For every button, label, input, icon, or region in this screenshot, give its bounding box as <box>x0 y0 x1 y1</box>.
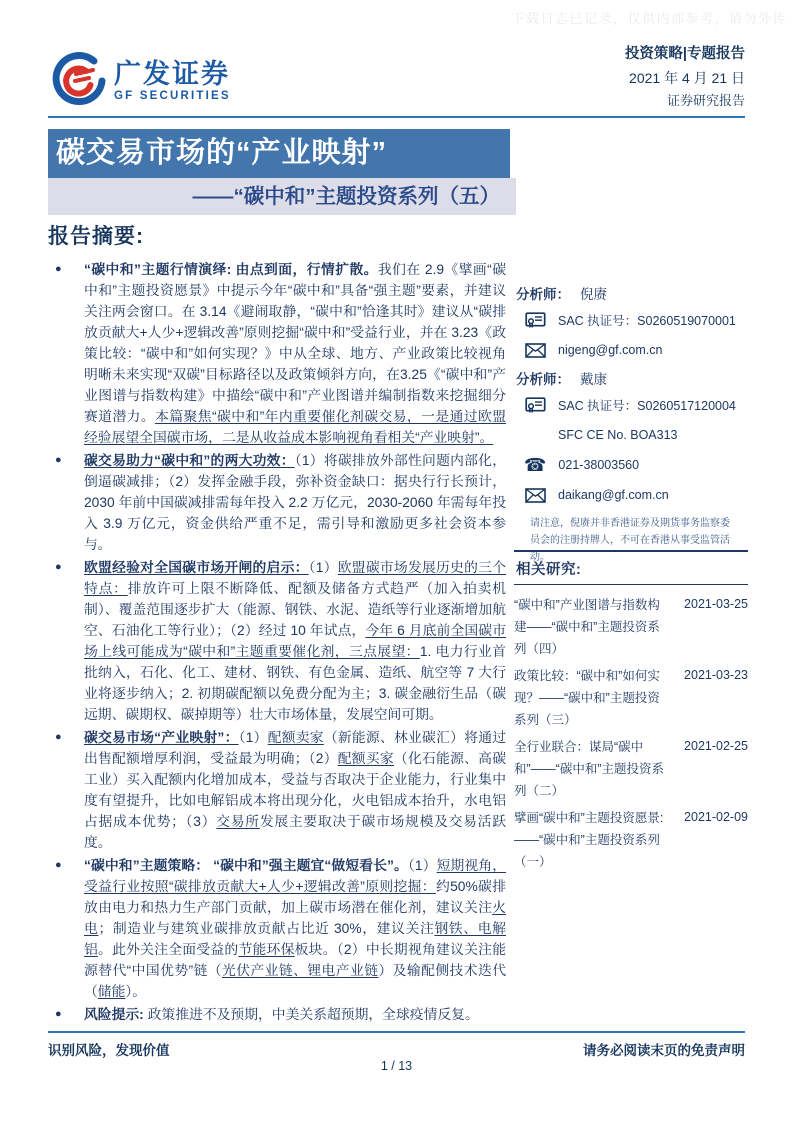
related-research-title: 擘画“碳中和”主题投资愿景:——“碳中和”主题投资系列（一） <box>514 811 664 869</box>
bullet-marker-icon: ● <box>55 454 62 466</box>
summary-bullet <box>48 855 506 1002</box>
related-research-item <box>514 594 748 660</box>
analyst-label: 分析师： <box>516 372 570 387</box>
report-date: 2021 年 4 月 21 日 <box>629 70 745 86</box>
bullet-segment: 今年 6 月底前全国碳市场上线可能成为“碳中和”主题重要催化剂，三点展望： <box>84 623 506 659</box>
analyst-contact-value: daikang@gf.com.cn <box>558 488 669 502</box>
related-research-list <box>514 594 748 873</box>
page-number: 1 / 13 <box>380 1059 413 1073</box>
bullet-marker-icon: ● <box>55 263 62 275</box>
related-research-title: 政策比较：“碳中和”如何实现？——“碳中和”主题投资系列（三） <box>514 669 660 727</box>
gf-securities-logo <box>48 50 231 113</box>
analyst-contact-value: SFC CE No. BOA313 <box>558 428 678 442</box>
bullet-text <box>84 1004 506 1025</box>
summary-bullet-list <box>48 259 506 1025</box>
bullet-segment: 欧盟碳市场发展历史的三个特点： <box>84 560 507 596</box>
analyst-contact-line <box>516 338 748 362</box>
bullet-segment: 火电 <box>84 900 506 936</box>
summary-bullet <box>48 450 506 555</box>
related-research-date: 2021-02-25 <box>684 739 748 753</box>
related-research-date: 2021-02-09 <box>684 810 748 824</box>
brand-name-cn: 广发证券 <box>114 59 230 89</box>
related-research-item <box>514 736 748 802</box>
bullet-segment: 1. 电力行业首批纳入，石化、化工、建材、钢铁、有色金属、造纸、航空等 7 大行业将逐步纳入；2. 初期碳配额以免费分配为主；3. 碳金融衍生品（碳远期、碳期权、碳掉期等）壮大市场体量，发展空间可期。 <box>84 644 506 722</box>
analyst-header <box>516 283 748 303</box>
header-meta <box>625 42 745 112</box>
bullet-text <box>84 450 506 555</box>
bullet-segment: 光伏产业链、锂电产业链 <box>222 963 379 978</box>
analyst-contact-line <box>516 393 748 417</box>
bullet-marker-icon: ● <box>55 561 62 573</box>
bullet-text <box>84 855 506 1002</box>
report-doc-type: 证券研究报告 <box>666 93 745 108</box>
analyst-label: 分析师： <box>516 287 570 302</box>
analyst-name: 戴康 <box>580 372 607 387</box>
confidential-watermark: 下载日志已记录，仅供内部参考，请勿外传 <box>511 11 787 26</box>
related-research-item <box>514 665 748 731</box>
related-research-title: “碳中和”产业图谱与指数构建——“碳中和”主题投资系列（四） <box>514 598 660 656</box>
bullet-segment: 我们在 2.9《擘画“碳中和”主题投资愿景》中提示今年“碳中和”具备“强主题”要素，并建议关注两会窗口。在 3.14《避闹取静，“碳中和”恰逢其时》建议从“碳排放贡献大+人少+逻辑改善”原则挖掘“碳中和”受益行业，并在 3.23《政策比较：“碳中和”如何实现？》中从全球、地方、产业政策比较视角明晰未来实现“双碳”目标路径以及政策倾斜方向，在3.25《“碳中和”产业图谱与指数构建》中描绘“碳中和”产业图谱并编制指数来挖掘细分赛道潜力。 <box>84 262 506 424</box>
bullet-segment: 钢铁、电解铝 <box>84 921 507 957</box>
summary-column <box>48 220 506 1027</box>
bullet-segment: 政策推进不及预期，中美关系超预期，全球疫情反复。 <box>143 1007 479 1022</box>
related-research-heading: 相关研究: <box>514 550 748 585</box>
related-research-panel <box>514 550 748 878</box>
bullet-segment: （1）将碳排放外部性问题内部化，倒逼碳减排；（2）发挥金融手段，弥补资金缺口：据央行行长预计，2030 年前中国碳减排需每年投入 2.2 万亿元，2030-2060 年需每年投入 3.9 万亿元，资金供给严重不足，需引导和激励更多社会资本参与。 <box>84 453 506 552</box>
bullet-segment: 板块。（2）中长期视角建议关注能源替代“中国优势”链（ <box>84 942 507 978</box>
header-divider <box>48 116 745 118</box>
report-title: 碳交易市场的“产业映射” <box>48 129 510 178</box>
footer-slogan: 识别风险，发现价值 <box>48 1043 170 1058</box>
bullet-marker-icon: ● <box>55 859 62 871</box>
analyst-name: 倪赓 <box>580 287 607 302</box>
summary-heading: 报告摘要: <box>48 225 144 248</box>
phone-icon: ☎ <box>524 455 547 475</box>
bullet-segment: （新能源、林业碳汇）将通过出售配额增厚利润，受益最为明确；（2） <box>84 730 507 766</box>
bullet-segment: （1） <box>407 858 437 873</box>
bullet-segment: ）及输配侧技术迭代（ <box>84 963 506 999</box>
bullet-segment: “碳中和”主题行情演绎: 由点到面，行情扩散。 <box>84 262 378 277</box>
bullet-segment: 交易所 <box>216 814 260 829</box>
brand-text <box>114 59 231 104</box>
bullet-segment: 配额卖家 <box>267 730 324 745</box>
bullet-segment: 储能 <box>97 984 126 999</box>
gf-logo-mark-icon <box>48 50 106 113</box>
bullet-segment: 发展主要取决于碳市场规模及交易活跃度。 <box>84 814 507 850</box>
bullet-segment: 风险提示: <box>84 1007 144 1022</box>
bullet-segment: 碳交易助力“碳中和”的两大功效： <box>84 453 295 468</box>
bullet-marker-icon: ● <box>55 1008 62 1020</box>
bullet-segment: ）。 <box>125 984 147 999</box>
bullet-segment: “碳中和”主题策略： “碳中和”强主题宜“做短看长”。 <box>84 858 408 873</box>
bullet-segment: 。此外关注全面受益的 <box>98 942 239 957</box>
mail-icon <box>516 343 546 358</box>
report-subtitle: ——“碳中和”主题投资系列（五） <box>48 178 516 215</box>
analyst-contact-line <box>516 423 748 447</box>
certificate-icon <box>516 312 546 329</box>
mail-icon <box>516 488 546 503</box>
related-research-item <box>514 807 748 873</box>
footer-disclaimer-note: 请务必阅读末页的免责声明 <box>583 1043 745 1058</box>
footer-divider <box>48 1031 745 1033</box>
related-research-title: 全行业联合：谋局“碳中和”——“碳中和”主题投资系列（二） <box>514 740 664 798</box>
summary-bullet <box>48 259 506 448</box>
analyst-contact-line <box>516 453 748 477</box>
analyst-contact-value: SAC 执证号：S0260519070001 <box>558 314 736 328</box>
bullet-text <box>84 727 506 853</box>
summary-bullet <box>48 1004 506 1025</box>
analyst-header <box>516 368 748 388</box>
analyst-contact-value: nigeng@gf.com.cn <box>558 343 663 357</box>
bullet-marker-icon: ● <box>55 731 62 743</box>
related-research-date: 2021-03-25 <box>684 597 748 611</box>
analyst-contact-line <box>516 308 748 332</box>
bullet-segment: 节能环保 <box>238 942 295 957</box>
bullet-segment: ；制造业与建筑业碳排放贡献占比近 30%，建议关注 <box>98 921 435 936</box>
bullet-segment: （化石能源、高碳工业）买入配额内化增加成本，受益与否取决于企业能力，行业集中度有望提升，比如电解铝成本将出现分化，火电铝成本抬升，水电铝占据成本优势；（3） <box>84 751 507 829</box>
bullet-segment: 碳交易市场“产业映射”： <box>84 730 239 745</box>
bullet-segment: 短期视角，受益行业按照“碳排放贡献大+人少+逻辑改善”原则挖掘： <box>84 858 507 894</box>
brand-name-en: GF SECURITIES <box>114 90 231 102</box>
bullet-segment: 约50%碳排放由电力和热力生产部门贡献，加上碳市场潜在催化剂，建议关注 <box>84 879 506 915</box>
analyst-license-note: 请注意，倪赓并非香港证券及期货事务监察委员会的注册持牌人，不可在香港从事受监管活动。 <box>530 518 730 563</box>
related-research-date: 2021-03-23 <box>684 668 748 682</box>
bullet-segment: 欧盟经验对全国碳市场开闸的启示： <box>84 560 309 575</box>
analyst-contact-line <box>516 483 748 507</box>
analysts-panel <box>516 283 748 566</box>
bullet-segment: 排放许可上限不断降低、配额及储备方式趋严（加入拍卖机制）、覆盖范围逐步扩大（能源、钢铁、水泥、造纸等行业逐渐增加航空、石油化工等行业）；（2）经过 10 年试点， <box>84 581 507 638</box>
bullet-text <box>84 259 506 448</box>
bullet-segment: 本篇聚焦“碳中和”年内重要催化剂碳交易，一是通过欧盟经验展望全国碳市场，二是从收益成本影响视角看相关“产业映射”。 <box>84 409 507 445</box>
analyst-contact-value: 021-38003560 <box>558 458 640 472</box>
bullet-segment: （1） <box>238 730 268 745</box>
certificate-icon <box>516 397 546 414</box>
analyst-contact-value: SAC 执证号：S0260517120004 <box>558 399 736 413</box>
page-header <box>48 48 745 114</box>
bullet-segment: 配额买家 <box>337 751 394 766</box>
bullet-segment: （1） <box>308 560 338 575</box>
report-category: 投资策略|专题报告 <box>624 46 745 62</box>
summary-bullet <box>48 557 506 725</box>
summary-bullet <box>48 727 506 853</box>
bullet-text <box>84 557 506 725</box>
